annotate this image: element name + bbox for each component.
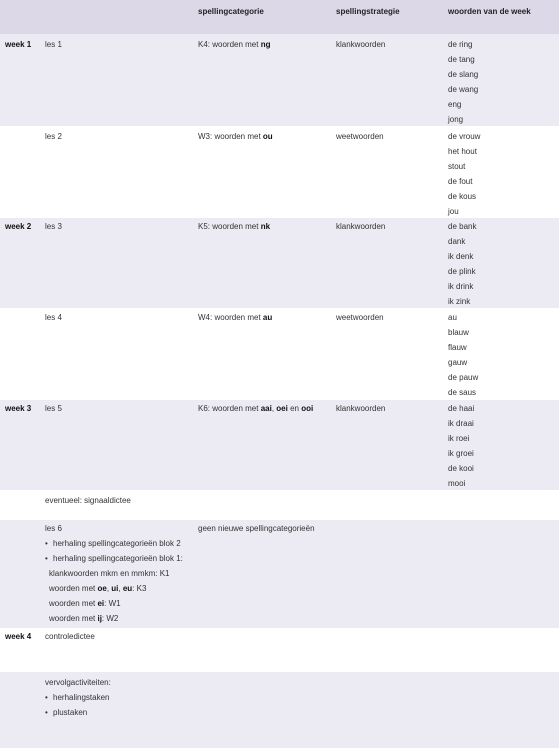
list-item: ik drink	[448, 282, 474, 291]
category-text: geen nieuwe spellingcategorieën	[198, 524, 315, 533]
category-prefix: K6: woorden met	[198, 404, 261, 413]
followup-content	[45, 675, 111, 720]
strategy-text: weetwoorden	[336, 313, 384, 322]
category-text	[198, 401, 313, 416]
category-prefix: K5: woorden met	[198, 222, 261, 231]
list-item: de ring	[448, 40, 473, 49]
sub-item	[45, 581, 183, 596]
strategy-text: weetwoorden	[336, 132, 384, 141]
category-letters: ei	[97, 599, 105, 608]
list-item: flauw	[448, 343, 467, 352]
lesson-label: les 2	[45, 132, 62, 141]
list-item: ik roei	[448, 434, 470, 443]
category-separator: ,	[106, 584, 112, 593]
list-item: de bank	[448, 222, 477, 231]
list-item: jou	[448, 207, 459, 216]
bullet-icon: •	[45, 554, 48, 563]
list-item-text: plustaken	[53, 708, 88, 717]
sub-item	[45, 611, 183, 626]
list-item: de saus	[448, 388, 477, 397]
list-item: ik draai	[448, 419, 474, 428]
lesson-label: les 1	[45, 40, 62, 49]
table-row	[0, 672, 559, 748]
list-item: mooi	[448, 479, 466, 488]
lesson-label: les 3	[45, 222, 62, 231]
list-item: jong	[448, 115, 464, 124]
category-prefix: W4: woorden met	[198, 313, 263, 322]
category-letters: nk	[260, 222, 271, 231]
table-row	[0, 218, 559, 308]
lesson-label: les 4	[45, 313, 62, 322]
category-prefix: K4: woorden met	[198, 40, 261, 49]
week-label: week 4	[5, 632, 32, 641]
control-dictation-text: controledictee	[45, 632, 95, 641]
list-item: de pauw	[448, 373, 479, 382]
bullet-icon: •	[45, 693, 48, 702]
table-row	[0, 400, 559, 490]
category-letters: ou	[262, 132, 273, 141]
category-text	[198, 310, 272, 325]
list-item: de kous	[448, 192, 477, 201]
list-item: eng	[448, 100, 462, 109]
signal-dictation-text: eventueel: signaaldictee	[45, 496, 131, 505]
list-item: ik groei	[448, 449, 474, 458]
list-item: de fout	[448, 177, 473, 186]
header-strategy: spellingstrategie	[336, 7, 400, 16]
week-label: week 1	[5, 40, 32, 49]
sub-item-code: : W1	[104, 599, 121, 608]
list-item	[45, 690, 111, 705]
list-item: de plink	[448, 267, 476, 276]
table-row	[0, 628, 559, 672]
lesson-label: les 6	[45, 524, 62, 533]
list-item-text: herhaling spellingcategorieën blok 1:	[53, 554, 183, 563]
category-letters: oe	[97, 584, 107, 593]
category-letters: ui	[111, 584, 119, 593]
strategy-text: klankwoorden	[336, 222, 386, 231]
week-label: week 2	[5, 222, 32, 231]
list-item: ik denk	[448, 252, 474, 261]
word-list	[448, 37, 478, 127]
table-row	[0, 34, 559, 126]
list-item: de tang	[448, 55, 475, 64]
category-letters: ij	[97, 614, 102, 623]
category-letters: ooi	[301, 404, 314, 413]
sub-item-code: : K3	[132, 584, 147, 593]
strategy-text: klankwoorden	[336, 404, 386, 413]
category-letters: oei	[276, 404, 288, 413]
table-header	[0, 0, 559, 34]
list-item	[45, 551, 183, 566]
table-row	[0, 520, 559, 628]
sub-item-text: woorden met	[49, 584, 98, 593]
week-label: week 3	[5, 404, 32, 413]
category-prefix: W3: woorden met	[198, 132, 263, 141]
les6-content	[45, 521, 183, 626]
list-item-text: herhaling spellingcategorieën blok 2	[53, 539, 181, 548]
lesson-label: les 5	[45, 404, 62, 413]
word-list	[448, 219, 476, 309]
category-text	[198, 129, 273, 144]
word-list	[448, 401, 474, 491]
table-row	[0, 308, 559, 400]
word-list	[448, 310, 478, 400]
list-item: stout	[448, 162, 466, 171]
bullet-icon: •	[45, 539, 48, 548]
category-letters: ng	[260, 40, 271, 49]
sub-item-code: : W2	[101, 614, 119, 623]
list-item: de wang	[448, 85, 479, 94]
category-separator: ,	[271, 404, 277, 413]
category-separator: ,	[118, 584, 123, 593]
category-separator: en	[287, 404, 302, 413]
category-text	[198, 219, 270, 234]
list-item: het hout	[448, 147, 477, 156]
list-item: au	[448, 313, 457, 322]
header-category: spellingcategorie	[198, 7, 264, 16]
strategy-text: klankwoorden	[336, 40, 386, 49]
category-letters: eu	[122, 584, 133, 593]
list-item: de haai	[448, 404, 475, 413]
list-item: de kooi	[448, 464, 474, 473]
category-letters: au	[262, 313, 273, 322]
header-words: woorden van de week	[448, 7, 531, 16]
category-letters: aai	[260, 404, 272, 413]
sub-item: klankwoorden mkm en mmkm: K1	[49, 569, 170, 578]
list-item: dank	[448, 237, 466, 246]
list-item-text: herhalingstaken	[53, 693, 110, 702]
table-row	[0, 126, 559, 218]
list-item	[45, 705, 111, 720]
table-row	[0, 490, 559, 520]
bullet-icon: •	[45, 708, 48, 717]
list-item: de slang	[448, 70, 479, 79]
list-item	[45, 536, 183, 551]
list-item: de vrouw	[448, 132, 481, 141]
list-item: ik zink	[448, 297, 471, 306]
sub-item	[45, 596, 183, 611]
category-text	[198, 37, 270, 52]
sub-item-text: woorden met	[49, 599, 98, 608]
followup-title: vervolgactiviteiten:	[45, 678, 111, 687]
list-item: blauw	[448, 328, 469, 337]
list-item: gauw	[448, 358, 468, 367]
sub-item-text: woorden met	[49, 614, 98, 623]
word-list	[448, 129, 480, 219]
